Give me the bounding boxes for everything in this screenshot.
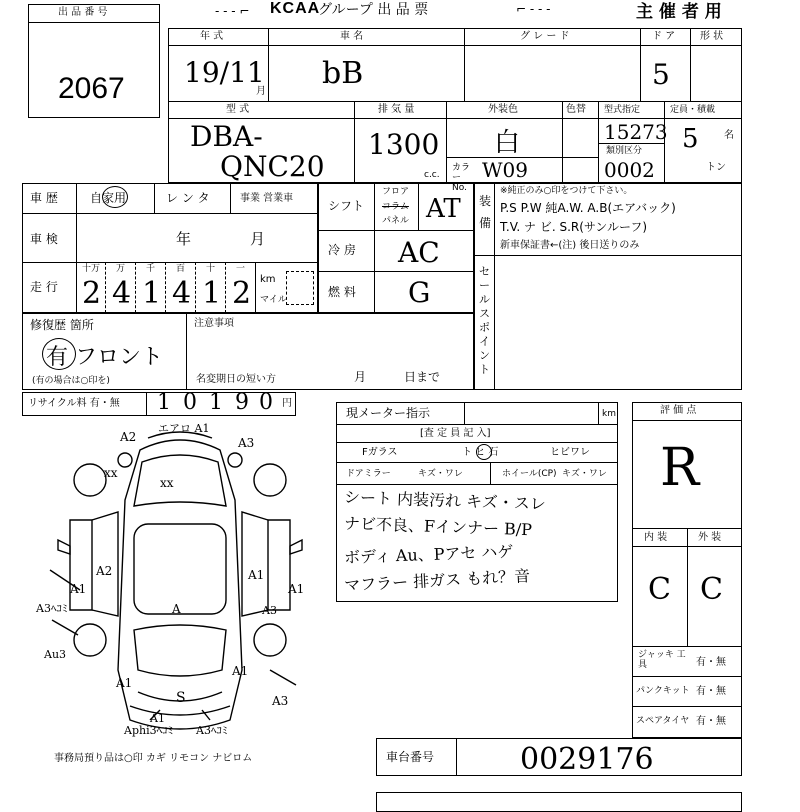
sheet-title: グループ 出 品 票 [318, 2, 429, 18]
doors-value: 5 [652, 58, 670, 91]
person-unit: 名 [724, 130, 734, 141]
grade-value: R [660, 438, 700, 498]
jack-yes-no: 有・無 [696, 657, 726, 668]
recycle-label: リサイクル料 有・無 [28, 398, 120, 409]
spare-yes-no: 有・無 [696, 716, 726, 727]
damage-mark-a3-right: A3 [262, 604, 277, 617]
shift-value: AT [426, 194, 461, 224]
mileage-grid [76, 262, 256, 313]
mirror-label: ドアミラー [346, 469, 391, 479]
year-month-unit: 月 [256, 86, 266, 97]
diagram-footer: 事務局預り品は○印 カギ リモコン ナビロム [54, 753, 253, 764]
model-label: 車 名 [340, 31, 364, 42]
wheel-opts: キズ・ワレ [562, 469, 607, 479]
shift-floor: フロア [382, 187, 410, 197]
inspection-label: 車 検 [30, 232, 58, 246]
lot-number-label: 出 品 番 号 [58, 7, 108, 18]
fuel-value: G [408, 276, 431, 309]
inspector-note-3: マフラー 排ガス もれ？音 [343, 566, 531, 595]
history-private: 自家用 [90, 191, 127, 205]
bottom-edge-box [376, 792, 742, 812]
chassis-value: 0029176 [520, 742, 654, 777]
glass-opts: ト ヒ 石 [462, 447, 499, 458]
interior-label: 内 装 [644, 532, 668, 543]
equipment-label: 装 備 [479, 194, 492, 230]
exterior-value: C [700, 572, 723, 607]
damage-mark-aero: エアロ A1 [158, 422, 210, 435]
repair-circle [42, 338, 76, 370]
recycle-digit-0: 1 [157, 390, 171, 415]
name-change-month: 月 [354, 370, 367, 384]
history-rental: レ ン タ [166, 191, 210, 205]
spare-label: スペアタイヤ [636, 716, 690, 726]
damage-mark-a1-right: A1 [248, 568, 265, 582]
glass-crack: ヒビワレ [550, 447, 590, 458]
doors-label: ド ア [652, 31, 676, 42]
inspection-month-unit: 月 [250, 230, 266, 248]
meter-km: km [602, 409, 616, 419]
inspection-year-unit: 年 [176, 230, 192, 248]
mileage-digit-1: 4 [112, 276, 132, 311]
damage-mark-s: S [176, 690, 186, 706]
mileage-digit-3: 4 [172, 276, 192, 311]
name-change-day: 日まで [404, 370, 441, 384]
grade-label: グ レ ー ド [520, 31, 570, 42]
equipment-line3: 新車保証書←(注) 後日送りのみ [500, 240, 640, 251]
header-dashes: - - - ⌐ [215, 4, 250, 18]
mileage-head-4: 十 [206, 264, 216, 274]
equipment-line1: P.S P.W 純A.W. A.B(エアバック) [500, 201, 676, 215]
color-change-label: 色替 [566, 104, 586, 115]
exterior-label: 外 装 [698, 532, 722, 543]
mileage-head-5: 一 [236, 264, 246, 274]
damage-mark-a1-left: A1 [70, 582, 87, 596]
damage-mark-a2-front: A2 [120, 430, 137, 444]
mileage-head-3: 百 [176, 264, 186, 274]
displacement-label: 排 気 量 [378, 104, 415, 115]
damage-mark-a2-side: A2 [96, 564, 113, 578]
damage-mark-a-roof: A [172, 602, 181, 616]
ac-label: 冷 房 [328, 243, 356, 257]
inspector-header: [査 定 員 記 入] [420, 428, 491, 439]
damage-mark-a3-dent-rear: Aphi3ﾍｺﾐ [124, 724, 174, 737]
organizer-label: 主 催 者 用 [636, 2, 722, 22]
shift-label: シフト [328, 199, 365, 213]
lot-number-value: 2067 [58, 72, 125, 105]
shape-label: 形 状 [700, 31, 724, 42]
mileage-digit-5: 2 [232, 276, 252, 311]
inspector-note-0: シート 内装汚れ キズ・スレ [343, 487, 547, 514]
history-label: 車 歴 [30, 191, 58, 205]
history-circle [102, 186, 128, 208]
damage-mark-a1-rearleft: A1 [116, 676, 133, 690]
km-unit: km [260, 274, 276, 285]
class-label: 類別区分 [606, 146, 643, 156]
class-value: 0002 [604, 158, 655, 182]
repair-value: 有 フロント [46, 345, 163, 370]
equipment-note: ※純正のみ○印をつけて下さい。 [500, 186, 633, 196]
sales-point-label: セールスポイント [479, 265, 490, 376]
mileage-digit-4: 1 [202, 276, 222, 311]
fuel-label: 燃 料 [328, 285, 356, 299]
meter-label: 現メーター指示 [346, 406, 431, 420]
recycle-digit-2: 1 [209, 390, 223, 415]
damage-mark-a1-rearright: A1 [232, 664, 249, 678]
jack-label: ジャッキ 工具 [638, 650, 686, 670]
damage-mark-a1-right2: A1 [288, 582, 305, 596]
shift-column: コラム [382, 202, 409, 212]
year-value: 19/11 [184, 56, 265, 89]
notice-label: 注意事項 [194, 318, 234, 329]
damage-mark-au3: Au3 [44, 648, 67, 661]
puncture-label: パンクキット [636, 686, 690, 696]
mile-unit: マイル [260, 295, 287, 305]
color-no-value: W09 [482, 158, 529, 182]
shift-panel: パネル [382, 216, 410, 226]
mileage-label: 走 行 [30, 280, 58, 294]
mileage-digit-0: 2 [82, 276, 102, 311]
mileage-digit-2: 1 [142, 276, 162, 311]
damage-mark-xx-left: xx [104, 466, 118, 480]
damage-mark-a3-rear: A3 [272, 694, 289, 708]
mile-box [286, 271, 314, 305]
mileage-head-0: 十万 [82, 264, 101, 274]
recycle-digit-4: 0 [259, 390, 273, 415]
interior-value: C [648, 572, 671, 607]
ext-color-value: 白 [494, 128, 521, 158]
ac-value: AC [398, 236, 440, 269]
mirror-opts: キズ・ワレ [418, 469, 463, 479]
repair-label: 修復歴 箇所 [30, 318, 94, 332]
displacement-value: 1300 [368, 128, 440, 161]
header-dashes-right: ⌐ - - - [516, 2, 551, 16]
recycle-digits [146, 392, 277, 416]
capacity-label: 定員・積載 [670, 105, 716, 115]
grade-label: 評 価 点 [660, 405, 697, 416]
recycle-digit-3: 9 [235, 390, 249, 415]
damage-mark-a1-bumper: A1 [150, 712, 165, 725]
type-value-2: QNC20 [220, 150, 325, 183]
capacity-value: 5 [682, 124, 699, 154]
glass-label: Fガラス [362, 447, 398, 458]
ext-color-label: 外装色 [488, 104, 518, 115]
inspector-note-1: ナビ不良、Fインナー B/P [343, 513, 533, 540]
damage-mark-a3-dent-left: A3ﾍｺﾐ [36, 602, 68, 615]
designation-value: 15273 [604, 120, 668, 144]
damage-mark-a3-dent-rear2: A3ﾍｺﾐ [196, 724, 228, 737]
type-label: 型 式 [226, 104, 250, 115]
inspector-note-2: ボディ Au、Pアセ ハゲ [343, 542, 514, 567]
type-value-1: DBA- [190, 120, 263, 153]
damage-mark-a3-front: A3 [238, 436, 255, 450]
name-change-label: 名変期日の短い方 [196, 374, 276, 385]
mileage-head-2: 千 [146, 264, 156, 274]
history-business: 事業 営業車 [240, 193, 294, 204]
equipment-line2: T.V. ナ ビ. S.R(サンルーフ) [500, 220, 648, 234]
wheel-label: ホイール(CP) [502, 469, 557, 479]
recycle-digit-1: 0 [183, 390, 197, 415]
model-value: bB [322, 56, 364, 91]
year-label: 年 式 [200, 31, 224, 42]
color-no-label: カラー No. [452, 163, 471, 193]
repair-note: (有の場合は○印を) [32, 376, 110, 386]
damage-mark-xx-hood: xx [160, 476, 174, 490]
designation-label: 型式指定 [604, 105, 641, 115]
ton-unit: トン [706, 162, 726, 173]
cc-unit: c.c. [424, 170, 440, 180]
chassis-label: 車台番号 [386, 750, 435, 764]
brand-logo: KCAA [270, 0, 321, 17]
glass-circle [476, 444, 492, 460]
puncture-yes-no: 有・無 [696, 686, 726, 697]
mileage-head-1: 万 [116, 264, 126, 274]
recycle-yen: 円 [282, 398, 292, 409]
